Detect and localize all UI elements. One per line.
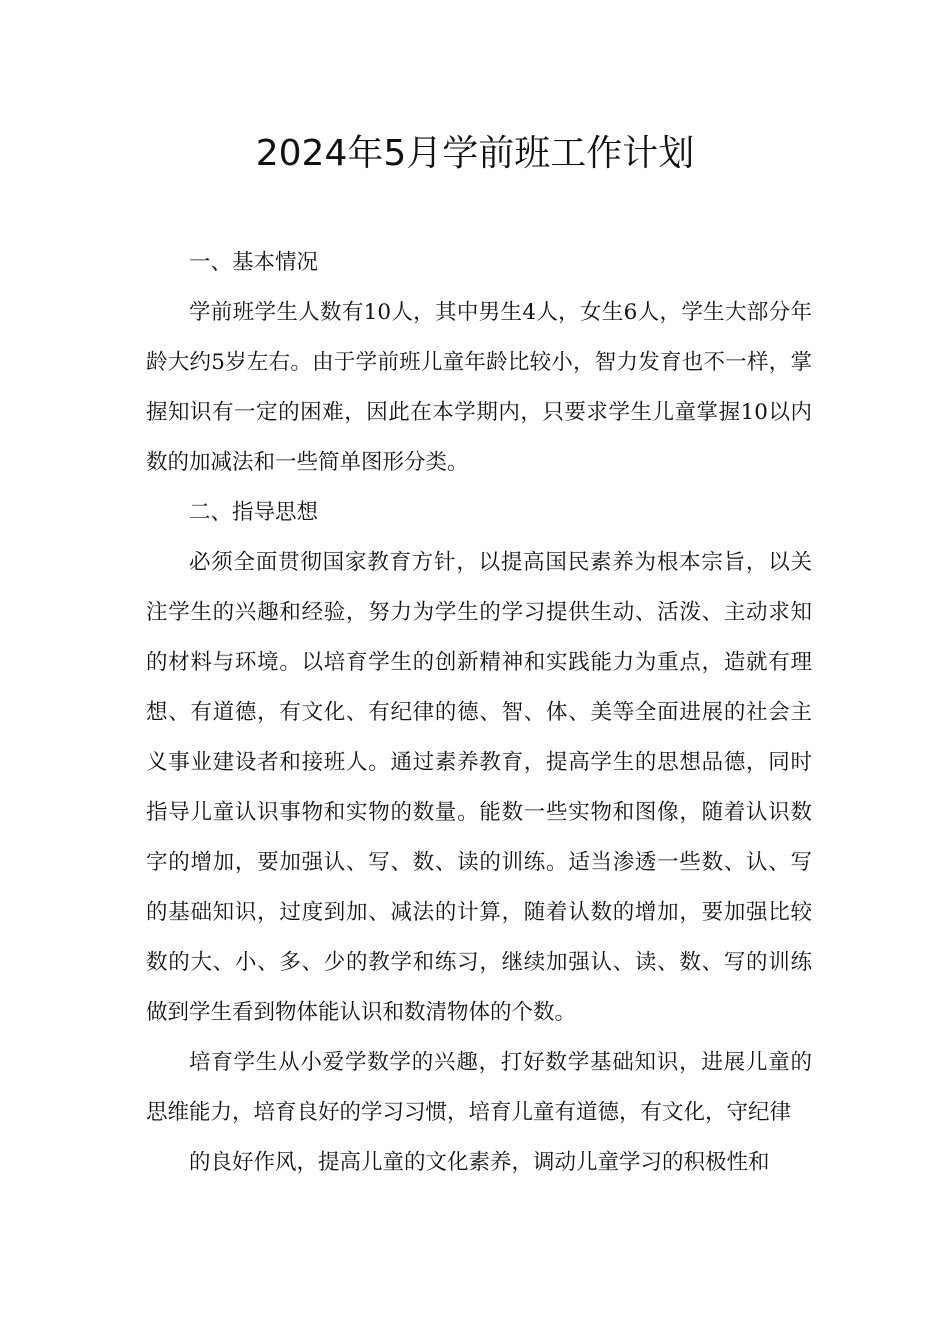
section-heading-basic-info: 一、基本情况: [189, 250, 319, 275]
paragraph-basic-info: 学前班学生人数有10人，其中男生4人，女生6人，学生大部分年龄大约5岁左右。由于学前班儿童年龄比较小，智力发育也不一样，掌握知识有一定的困难，因此在本学期内，只要求学生儿童掌握10以内数的加减法和一些简单图形分类。: [146, 300, 812, 475]
document-title: 2024年5月学前班工作计划: [255, 133, 695, 174]
paragraph-guiding-ideology-3: 的良好作风，提高儿童的文化素养，调动儿童学习的积极性和: [189, 1150, 770, 1175]
paragraph-guiding-ideology-1: 必须全面贯彻国家教育方针，以提高国民素养为根本宗旨，以关注学生的兴趣和经验，努力为学生的学习提供生动、活泼、主动求知的材料与环境。以培育学生的创新精神和实践能力为重点，造就有理想、有道德，有文化、有纪律的德、智、体、美等全面进展的社会主义事业建设者和接班人。通过素养教育，提高学生的思想品德，同时指导儿童认识事物和实物的数量。能数一些实物和图像，随着认识数字的增加，要加强认、写、数、读的训练。适当渗透一些数、认、写的基础知识，过度到加、减法的计算，随着认数的增加，要加强比较数的大、小、多、少的教学和练习，继续加强认、读、数、写的训练做到学生看到物体能认识和数清物体的个数。: [146, 550, 812, 1025]
section-heading-guiding-ideology: 二、指导思想: [189, 500, 319, 525]
paragraph-guiding-ideology-2: 培育学生从小爱学数学的兴趣，打好数学基础知识，进展儿童的思维能力，培育良好的学习习惯，培育儿童有道德，有文化，守纪律: [146, 1050, 812, 1125]
document-body: [146, 238, 812, 1188]
